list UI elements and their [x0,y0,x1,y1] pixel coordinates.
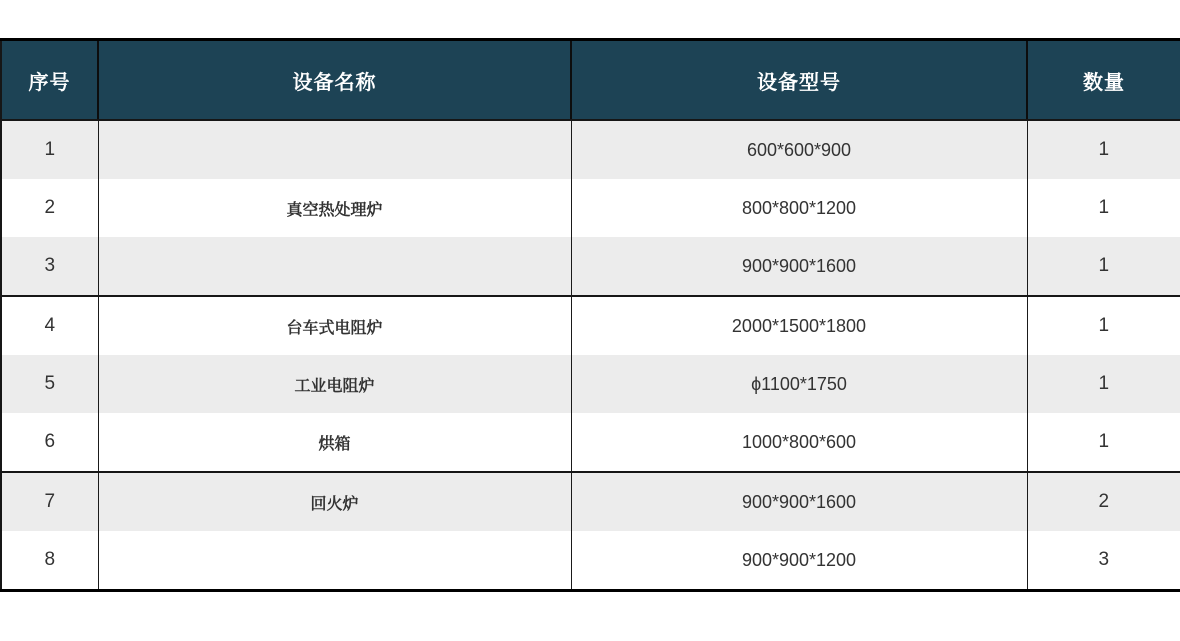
cell-qty: 1 [1027,413,1180,472]
cell-model: 800*800*1200 [571,179,1027,237]
cell-serial: 4 [1,296,98,355]
cell-serial: 2 [44,197,56,218]
cell-qty: 1 [1027,296,1180,355]
cell-name: 烘箱 [98,413,571,472]
cell-model: ϕ1100*1750 [571,355,1027,413]
cell-name: 工业电阻炉 [98,355,571,413]
cell-model: 900*900*1600 [571,237,1027,296]
cell-qty: 1 [1027,237,1180,296]
table-row [1,413,1180,472]
cell-serial: 5 [44,373,56,394]
table-row [1,120,1180,179]
cell-model: 600*600*900 [571,120,1027,179]
cell-model: 1000*800*600 [571,413,1027,472]
cell-model: 900*900*1200 [571,531,1027,591]
cell-name [98,120,571,179]
cell-serial: 8 [44,549,56,570]
table-row [1,472,1180,531]
cell-model: 900*900*1600 [571,472,1027,531]
cell-serial: 1 [44,139,56,160]
cell-qty: 2 [1027,472,1180,531]
table-row [1,531,1180,591]
cell-name: 台车式电阻炉 [98,296,571,355]
table-row [1,296,1180,355]
cell-qty: 3 [1027,531,1180,591]
cell-qty: 1 [1027,355,1180,413]
header-cell-qty: 数量 [1027,40,1180,121]
cell-name [98,237,571,296]
cell-serial: 7 [1,472,98,531]
cell-name: 真空热处理炉 [98,179,571,237]
cell-name: 回火炉 [98,472,571,531]
cell-qty: 1 [1027,179,1180,237]
table-row [1,237,1180,296]
equipment-table [0,38,1180,592]
cell-serial: 3 [44,255,56,276]
header-cell-model: 设备型号 [571,40,1027,121]
header-row [1,40,1180,121]
table-row [1,179,1180,237]
cell-model: 2000*1500*1800 [571,296,1027,355]
cell-qty: 1 [1027,120,1180,179]
header-cell-serial: 序号 [1,40,98,121]
cell-name [98,531,571,591]
table-row [1,355,1180,413]
cell-serial: 6 [44,431,56,452]
header-cell-name: 设备名称 [98,40,571,121]
